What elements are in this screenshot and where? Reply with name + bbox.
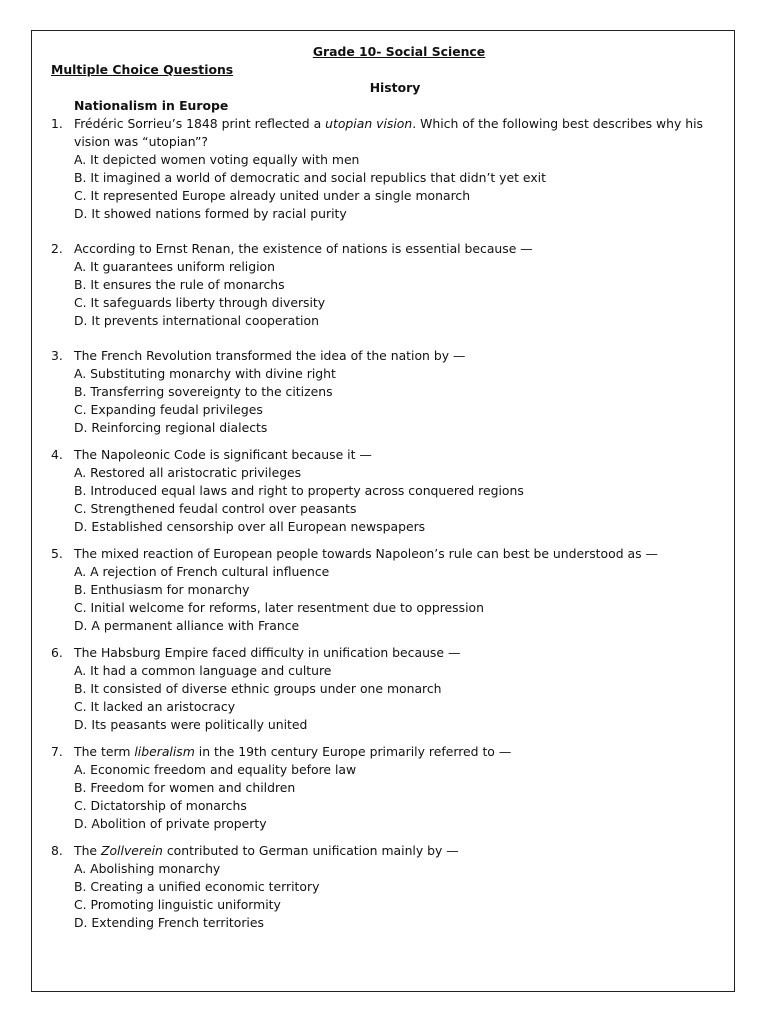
option-a: A. It had a common language and culture	[74, 663, 332, 678]
question-number: 5.	[51, 546, 63, 561]
question-1	[51, 115, 721, 223]
question-3	[51, 347, 721, 437]
stem-text: in the 19th century Europe primarily referred to —	[194, 744, 512, 759]
question-stem	[74, 446, 721, 464]
option-d: D. Its peasants were politically united	[74, 717, 308, 732]
option-c: C. It represented Europe already united under a single monarch	[74, 188, 471, 203]
question-stem	[74, 743, 721, 761]
chapter-heading: Nationalism in Europe	[74, 98, 229, 113]
option-d: D. It prevents international cooperation	[74, 313, 319, 328]
option-c: C. Initial welcome for reforms, later resentment due to oppression	[74, 600, 484, 615]
question-stem	[74, 347, 721, 365]
stem-text: contributed to German unification mainly by —	[162, 843, 459, 858]
option-a: A. Restored all aristocratic privileges	[74, 465, 302, 480]
option-d: D. A permanent alliance with France	[74, 618, 300, 633]
stem-text: The Napoleonic Code is significant because it —	[74, 447, 372, 462]
stem-text: The term	[74, 744, 135, 759]
stem-text: . Which of the following best describes why his vision was “utopian”?	[74, 116, 703, 149]
stem-text: The mixed reaction of European people towards Napoleon’s rule can best be understood as —	[74, 546, 658, 561]
option-b: B. It ensures the rule of monarchs	[74, 277, 285, 292]
option-a: A. It guarantees uniform religion	[74, 259, 275, 274]
option-d: D. Extending French territories	[74, 915, 264, 930]
question-number: 8.	[51, 843, 63, 858]
option-c: C. Expanding feudal privileges	[74, 402, 263, 417]
stem-text: The French Revolution transformed the idea of the nation by —	[74, 348, 466, 363]
options-list	[74, 761, 721, 833]
question-4	[51, 446, 721, 536]
stem-text: According to Ernst Renan, the existence of nations is essential because —	[74, 241, 533, 256]
options-list	[74, 151, 721, 223]
option-d: D. Abolition of private property	[74, 816, 267, 831]
question-6	[51, 644, 721, 734]
option-b: B. Enthusiasm for monarchy	[74, 582, 250, 597]
option-d: D. Established censorship over all European newspapers	[74, 519, 426, 534]
document-title-text: Grade 10- Social Science	[312, 44, 486, 59]
option-c: C. It lacked an aristocracy	[74, 699, 236, 714]
option-a: A. Substituting monarchy with divine right	[74, 366, 336, 381]
question-number: 2.	[51, 241, 63, 256]
question-number: 4.	[51, 447, 63, 462]
question-number: 3.	[51, 348, 63, 363]
option-c: C. Promoting linguistic uniformity	[74, 897, 281, 912]
section-heading: Multiple Choice Questions	[51, 62, 234, 77]
option-b: B. Freedom for women and children	[74, 780, 296, 795]
options-list	[74, 860, 721, 932]
options-list	[74, 563, 721, 635]
option-b: B. Transferring sovereignty to the citizens	[74, 384, 333, 399]
option-d: D. Reinforcing regional dialects	[74, 420, 268, 435]
option-b: B. Introduced equal laws and right to property across conquered regions	[74, 483, 524, 498]
stem-emphasis: liberalism	[134, 744, 195, 759]
stem-emphasis: Zollverein	[100, 843, 163, 858]
question-stem	[74, 240, 721, 258]
option-b: B. It imagined a world of democratic and social republics that didn’t yet exit	[74, 170, 546, 185]
stem-text: Frédéric Sorrieu’s 1848 print reflected a	[74, 116, 326, 131]
question-stem	[74, 842, 721, 860]
question-stem	[74, 545, 721, 563]
stem-emphasis: utopian vision	[325, 116, 413, 131]
stem-text: The	[74, 843, 101, 858]
options-list	[74, 662, 721, 734]
option-a: A. Abolishing monarchy	[74, 861, 221, 876]
question-8	[51, 842, 721, 932]
question-number: 7.	[51, 744, 63, 759]
option-a: A. Economic freedom and equality before law	[74, 762, 357, 777]
question-number: 6.	[51, 645, 63, 660]
options-list	[74, 365, 721, 437]
question-7	[51, 743, 721, 833]
option-c: C. Dictatorship of monarchs	[74, 798, 247, 813]
option-b: B. Creating a unified economic territory	[74, 879, 320, 894]
question-2	[51, 240, 721, 330]
option-a: A. A rejection of French cultural influence	[74, 564, 330, 579]
question-number: 1.	[51, 116, 63, 131]
option-c: C. Strengthened feudal control over peasants	[74, 501, 357, 516]
option-d: D. It showed nations formed by racial purity	[74, 206, 347, 221]
question-5	[51, 545, 721, 635]
stem-text: The Habsburg Empire faced difficulty in unification because —	[74, 645, 461, 660]
option-b: B. It consisted of diverse ethnic groups under one monarch	[74, 681, 442, 696]
subject-heading: History	[369, 80, 421, 95]
option-c: C. It safeguards liberty through diversity	[74, 295, 326, 310]
options-list	[74, 464, 721, 536]
document-title	[51, 43, 721, 61]
worksheet-content	[51, 43, 721, 932]
question-stem	[74, 644, 721, 662]
question-stem	[74, 115, 721, 151]
options-list	[74, 258, 721, 330]
option-a: A. It depicted women voting equally with men	[74, 152, 360, 167]
